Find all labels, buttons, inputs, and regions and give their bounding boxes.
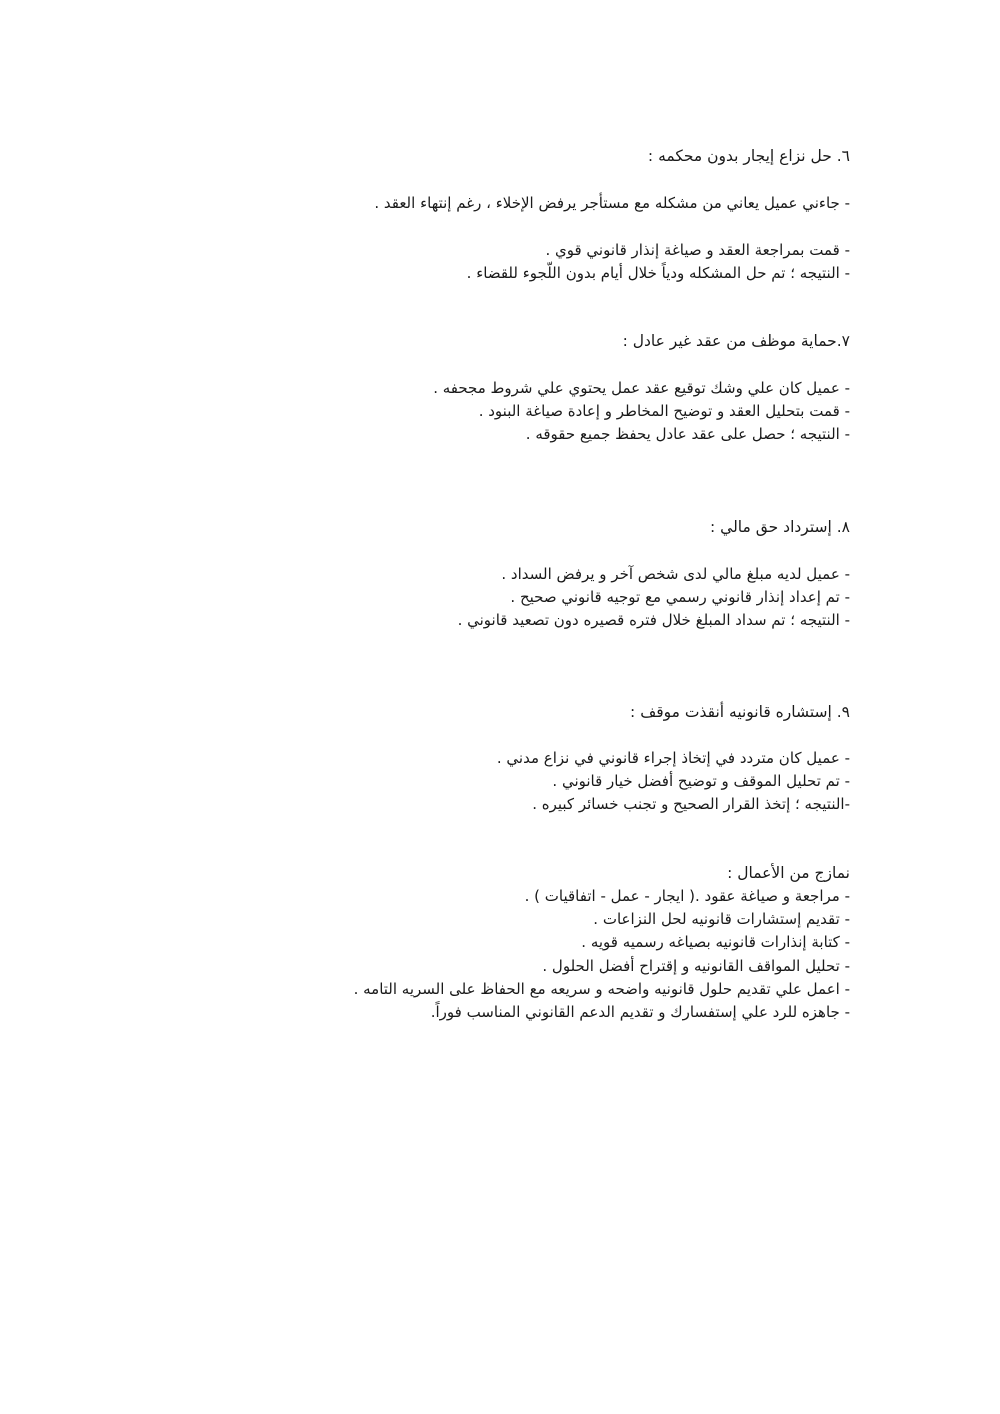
section-8-line-2: - تم إعداد إنذار قانوني رسمي مع توجيه قانوني صحيح . [510, 588, 850, 606]
section-6-line-2: - قمت بمراجعة العقد و صياغة إنذار قانوني قوي . [545, 241, 850, 259]
samples-heading: نمازج من الأعمال : [727, 864, 850, 882]
samples-line-4: - تحليل المواقف القانونيه و إقتراح أفضل الحلول . [542, 957, 850, 975]
samples-line-3: - كتابة إنذارات قانونيه بصياغه رسميه قويه . [581, 933, 850, 951]
samples-line-5: - اعمل علي تقديم حلول قانونيه واضحه و سريعه مع الحفاظ على السريه التامه . [353, 980, 850, 998]
section-9-heading: ٩. إستشاره قانونيه أنقذت موقف : [630, 703, 850, 721]
samples-line-1: - مراجعة و صياغة عقود .( ايجار - عمل - اتفاقيات ) . [524, 887, 850, 905]
section-6-line-1: - جاءني عميل يعاني من مشكله مع مستأجر يرفض الإخلاء ، رغم إنتهاء العقد . [374, 194, 850, 212]
section-9-line-1: - عميل كان متردد في إتخاذ إجراء قانوني في نزاع مدني . [496, 749, 850, 767]
section-8-line-1: - عميل لديه مبلغ مالي لدى شخص آخر و يرفض السداد . [501, 565, 850, 583]
section-7-line-1: - عميل كان علي وشك توقيع عقد عمل يحتوي علي شروط مجحفه . [433, 379, 850, 397]
section-8-line-3: - النتيجه ؛ تم سداد المبلغ خلال فتره قصيره دون تصعيد قانوني . [457, 611, 850, 629]
section-7-line-2: - قمت بتحليل العقد و توضيح المخاطر و إعادة صياغة البنود . [478, 402, 850, 420]
section-7-heading: ٧.حماية موظف من عقد غير عادل : [622, 332, 850, 350]
samples-line-6: - جاهزه للرد علي إستفسارك و تقديم الدعم القانوني المناسب فوراً. [430, 1003, 850, 1021]
section-6-line-3: - النتيجه ؛ تم حل المشكله ودياً خلال أيام بدون اللّجوء للقضاء . [466, 264, 850, 282]
section-8-heading: ٨. إسترداد حق مالي : [710, 518, 850, 536]
section-6-heading: ٦. حل نزاع إيجار بدون محكمه : [647, 147, 850, 165]
section-9-line-2: - تم تحليل الموقف و توضيح أفضل خيار قانوني . [552, 772, 850, 790]
section-7-line-3: - النتيجه ؛ حصل على عقد عادل يحفظ جميع حقوقه . [525, 425, 850, 443]
section-9-line-3: -النتيجه ؛ إتخذ القرار الصحيح و تجنب خسائر كبيره . [532, 795, 850, 813]
samples-line-2: - تقديم إستشارات قانونيه لحل النزاعات . [593, 910, 850, 928]
